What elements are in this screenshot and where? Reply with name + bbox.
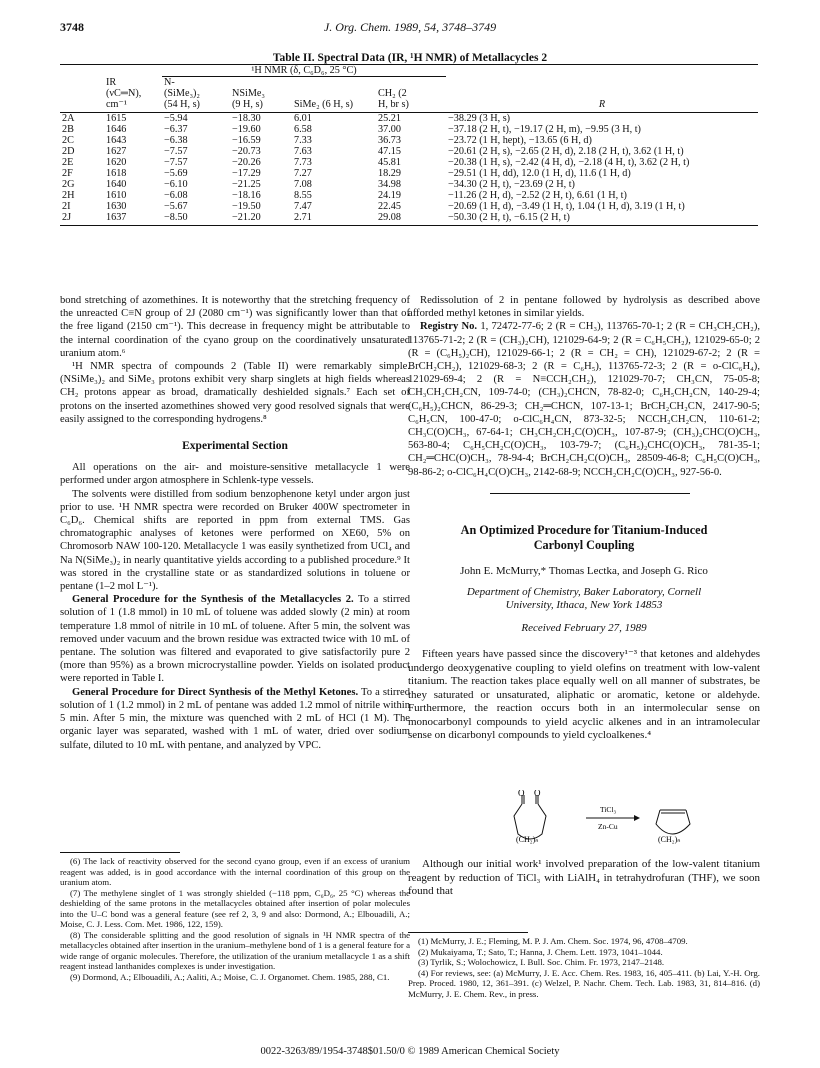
body-paragraph: bond stretching of azomethines. It is noteworthy that the stretching frequency of the unreacted C≡N group of 2J (2080 cm⁻¹) was significantly lower than that of the free ligand (2150 cm⁻¹). This decrease in frequency might be attributable to the internal coordination of the cyano group on the coordinatively unsaturated uranium atom.⁶ [60,295,410,359]
scheme-reagent-2: Zn-Cu [598,822,618,831]
body-paragraph: ¹H NMR spectra of compounds 2 (Table II) were remarkably simple. (NSiMe₃)₂ and SiMe₃ protons exhibit very sharp singlets at high fields whereas CH₂ protons appear as broad, dramatically deshielded signals.⁷ Each set of protons on the inserted azomethines showed very good resolved signals that were easily assigned to the corresponding hydrogens.⁸ [60,361,410,425]
reaction-scheme [500,790,730,850]
body-paragraph: The solvents were distilled from sodium benzophenone ketyl under argon just prior to use. ¹H NMR spectra were recorded on Bruker 400W spectrometer in C₆D₆. Chemical shifts are reported in ppm from external TMS. Gas chromatographic analyses of ketones were performed on XE60, 5% on Chromosorb NAW 100-120. Metallacycle 1 was easily synthetized from UCl₄ and Na N(SiMe₃)₂ in nearly quantitative yields according to a published procedure.⁹ It was stored in the crystalline state or as standardized solutions in toluene or pentane (1–2 mol L⁻¹). [60,488,410,593]
body-paragraph: Fifteen years have passed since the discovery¹⁻³ that ketones and aldehydes undergo deoxygenative coupling to yield olefins on treatment with low-valent titanium. The reaction takes place equally well on all manner of substrates, be they saturated or unsaturated, aliphatic or aromatic, ketone or aldehyde. Furthermore, the reaction occurs both in an intermolecular sense on monocarbonyl compounds to yield acyclic alkenes and in an intramolecular sense on dicarbonyl compounds to yield cycloalkenes.⁴ [408,648,760,741]
arrow-head-icon [634,815,640,821]
footnote: (8) The considerable splitting and the good resolution of signals in ¹H NMR spectra of the metallacycles obtained after insertion in the uranium–methylene bond of 1 is a general feature for a wide range of organic molecules. Therefore, the utilization of the uranium metallacycle 1 as a shift reagent instead lanthanides complexes is under investigation. [60,929,410,971]
article-affiliation: Department of Chemistry, Baker Laboratory, Cornell University, Ithaca, New York 14853 [466,586,702,611]
scheme-reagent-1: TiCl₃ [600,805,617,814]
nsime-header: NSiMe₃ (9 H, s) [230,77,292,113]
copyright-footer: 0022-3263/89/1954-3748$01.50/0 © 1989 American Chemical Society [260,1046,560,1057]
scheme-right-label: (CH₂)ₙ [658,835,681,844]
table-row: 2F 1618 −5.69 −17.29 7.27 18.29 −29.51 (1 H, dd), 12.0 (1 H, d), 11.6 (1 H, d) [62,168,631,179]
section-heading: Experimental Section [182,440,288,453]
table-row: 2G 1640 −6.10 −21.25 7.08 34.98 −34.30 (2 H, t), −23.69 (2 H, t) [62,179,575,190]
footnotes [60,856,410,982]
reference: (3) Tyrlik, S.; Wolochowicz, I. Bull. Soc. Chim. Fr. 1973, 2147–2148. [418,957,665,967]
references-rule [408,932,528,933]
left-column [60,294,410,752]
procedure-paragraph: General Procedure for Direct Synthesis of the Methyl Ketones. To a stirred solution of 1 (1.2 mmol) in 2 mL of pentane was added 1.2 mmol of nitrile within 5 min. After 5 min, the mixture was quenched with 2 mL of HCl (1 M). The organic layer was separated, washed with 1 mL of water, dried over sodium sulfate, diluted to 10 mL with pentane, and analyzed by VPC. [60,686,410,751]
table-row: 2C 1643 −6.38 −16.59 7.33 36.73 −23.72 (1 H, hept), −13.65 (6 H, d) [62,135,592,146]
dicarbonyl-structure [514,795,546,839]
svg-text:O: O [518,790,525,798]
table-row: 2H 1610 −6.08 −18.16 8.55 24.19 −11.26 (2 H, d), −2.52 (2 H, t), 6.61 (1 H, t) [62,190,627,201]
table-row: 2E 1620 −7.57 −20.26 7.73 45.81 −20.38 (1 H, s), −2.42 (4 H, d), −2.18 (4 H, t), 3.62 (2 H, t) [62,157,690,168]
table-row: 2J 1637 −8.50 −21.20 2.71 29.08 −50.30 (2 H, t), −6.15 (2 H, t) [60,212,758,226]
article-body [408,858,760,899]
journal-citation: J. Org. Chem. 1989, 54, 3748–3749 [323,20,497,34]
received-date: Received February 27, 1989 [521,622,647,634]
cycloalkene-structure [656,810,690,834]
table-row: 2A 1615 −5.94 −18.30 6.01 25.21 −38.29 (3 H, s) [62,113,511,124]
footnote: (7) The methylene singlet of 1 was strongly shielded (−118 ppm, C₆D₆, 25 °C) whereas the deshielding of the same protons in the metallacycles obtained after insertion of polar molecules into the U–C bond was a general feature (see ref 2, 3, 9 and also: Dormond, A.; Elbouadili, A.; Moise, C. J. Less. Com. Met. 1986, 122, 159). [60,887,410,929]
page-number: 3748 [60,20,84,34]
body-paragraph: Although our initial work¹ involved preparation of the low-valent titanium reagent by reduction of TiCl₃ with LiAlH₄ in tetrahydrofuran (THF), we soon found that [408,858,760,897]
footnote: (6) The lack of reactivity observed for the second cyano group, even if an excess of uranium reagent was added, is in good accordance with the internal coordination of this group on the uranium atom. [60,856,410,887]
registry-paragraph: Registry No. 1, 72472-77-6; 2 (R = CH₃), 113765-70-1; 2 (R = CH₃CH₂CH₂), 113765-71-2; 2 (R = (CH₃)₂CH), 121029-64-9; 2 (R = C₆H₅CH₂), 121029-65-0; 2 (R = (C₆H₅)₂CH), 121029-66-1; 2 (R = CH₂ = CH), 121029-67-2; 2 (R = BrCH₂CH₂), 121029-68-3; 2 (R = C₆H₅), 113765-72-3; 2 (R = o-ClC₆H₄), 121029-69-4; 2 (R = N≡CCH₂CH₂), 121029-70-7; CH₃CN, 75-05-8; CH₃CH₂CH₂CN, 109-74-0; (CH₃)₂CHCN, 78-82-0; C₆H₅CH₂CN, 140-29-4; (C₆H₅)₂CHCN, 86-29-3; CH₂═CHCN, 107-13-1; BrCH₂CH₂CN, 2417-90-5; C₆H₅CN, 100-47-0; o-ClC₆H₄CN, 873-32-5; NCCH₂CH₂CN, 110-61-2; CH₃C(O)CH₃, 67-64-1; CH₃CH₂CH₂C(O)CH₃, 107-87-9; (CH₃)₂CHC(O)CH₃, 563-80-4; C₆H₅CH₂C(O)CH₃, 103-79-7; (C₆H₅)₂CHC(O)CH₃, 781-35-1; CH₂═CHC(O)CH₃, 78-94-4; BrCH₂CH₂C(O)CH₃, 28509-46-8; C₆H₅C(O)CH₃, 98-86-2; o-ClC₆H₄C(O)CH₃, 2142-68-9; NCCH₂CH₂C(O)CH₃, 927-56-0. [408,321,760,478]
reference: (4) For reviews, see: (a) McMurry, J. E. Acc. Chem. Res. 1983, 16, 405–411. (b) Lai, Y.-H. Org. Prep. Proced. 1980, 12, 361–391. (c) Welzel, P. Nachr. Chem. Tech. Lab. 1983, 31, 814–816. (d) McMurry, J. E. Chem. Rev., in press. [408,967,760,999]
footnote: (9) Dormond, A.; Elbouadili, A.; Aaliti, A.; Moise, C. J. Organomet. Chem. 1985, 288, C1. [70,971,390,982]
scheme-left-label: (CH₂)ₙ [516,835,539,844]
article-title: An Optimized Procedure for Titanium-Induced Carbonyl Coupling [460,523,708,552]
references [408,936,760,999]
footnote-rule [60,852,180,853]
nsi2-header: N- (SiMe₃)₂ (54 H, s) [162,77,230,113]
body-paragraph: Redissolution of 2 in pentane followed by hydrolysis as described above afforded methyl ketones in similar yields. [408,295,760,320]
table-row: 2B 1646 −6.37 −19.60 6.58 37.00 −37.18 (2 H, t), −19.17 (2 H, m), −9.95 (3 H, t) [62,124,641,135]
body-paragraph: All operations on the air- and moisture-sensitive metallacycle 1 were performed under argon atmosphere in Schlenk-type vessels. [60,462,410,487]
ch2-header: CH₂ (2 H, br s) [376,77,446,113]
reference: (1) McMurry, J. E.; Fleming, M. P. J. Am. Chem. Soc. 1974, 96, 4708–4709. [418,936,688,946]
r-header: R [446,77,758,113]
ir-header: IR (νC═N), cm⁻¹ [104,77,162,113]
article-divider [490,493,690,494]
article-intro [408,648,760,743]
right-column [408,294,760,479]
table-row: 2I 1630 −5.67 −19.50 7.47 22.45 −20.69 (1 H, d), −3.49 (1 H, t), 1.04 (1 H, d), 3.19 (1 H, t) [62,201,685,212]
table-row: 2D 1627 −7.57 −20.73 7.63 47.15 −20.61 (2 H, s), −2.65 (2 H, d), 2.18 (2 H, t), 3.62 (1 H, t) [62,146,684,157]
spectral-data-table [60,64,758,226]
svg-text:O: O [534,790,541,798]
reference: (2) Mukaiyama, T.; Sato, T.; Hanna, J. Chem. Lett. 1973, 1041–1044. [418,946,663,957]
table-title: Table II. Spectral Data (IR, ¹H NMR) of Metallacycles 2 [272,52,548,64]
article-authors: John E. McMurry,* Thomas Lectka, and Joseph G. Rico [460,565,708,577]
sime2-header: SiMe₂ (6 H, s) [292,77,376,113]
running-header [60,20,760,36]
procedure-paragraph: General Procedure for the Synthesis of the Metallacycles 2. To a stirred solution of 1 (1.8 mmol) in 10 mL of toluene was added slowly (2 min) at room temperature 1.8 mmol of nitrile in 10 mL of toluene. After 5 min, the solvent was removed under vacuum and the brown residue was extracted twice with 10 mL of pentane. The solution was filtered and evaporated to give satisfactorily pure 2 (more than 95%) as a brown microcrystalline powder. Yields on isolated product were reported in Table I. [60,594,410,685]
nmr-header: ¹H NMR (δ, C₆D₆, 25 °C) [162,65,446,77]
